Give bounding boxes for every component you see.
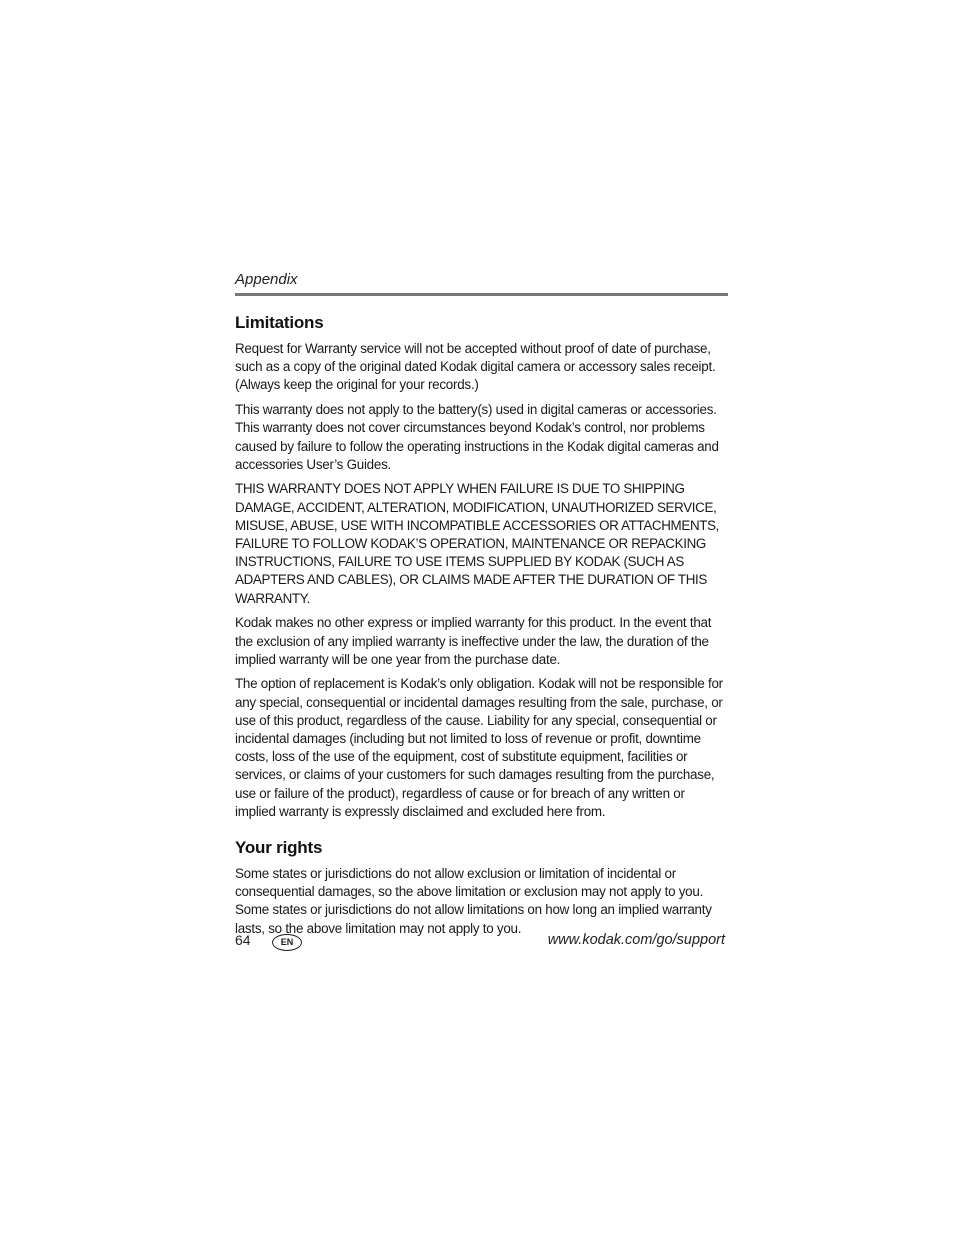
your-rights-heading: Your rights [235, 838, 323, 858]
limitations-paragraph-4: Kodak makes no other express or implied warranty for this product. In the event that the exclusion of any implied warranty is ineffective under the law, the duration of the implied warranty will be one year from the purchase date. [235, 615, 712, 667]
support-url[interactable]: www.kodak.com/go/support [547, 932, 725, 948]
header-divider [235, 293, 728, 296]
your-rights-paragraph-1: Some states or jurisdictions do not allow exclusion or limitation of incidental or consequential damages, so the above limitation or exclusion may not apply to you. Some states or jurisdictions do not allow limitations on how long an implied warranty lasts, so the above limitation may not apply to you. [235, 866, 712, 936]
limitations-paragraph-5: The option of replacement is Kodak’s only obligation. Kodak will not be responsible for any special, consequential or incidental damages resulting from the sale, purchase, or use of this product, regardless of the cause. Liability for any special, consequential or incidental damages (including but not limited to loss of revenue or profit, downtime costs, loss of the use of the equipment, cost of substitute equipment, facilities or services, or claims of your customers for such damages resulting from the purchase, use or failure of the product), regardless of cause or for breach of any written or implied warranty is expressly disclaimed and excluded here from. [235, 676, 723, 819]
language-badge-icon: EN [272, 934, 302, 951]
limitations-heading: Limitations [235, 313, 324, 332]
limitations-paragraph-2: This warranty does not apply to the battery(s) used in digital cameras or accessories. This warranty does not cover circumstances beyond Kodak’s control, nor problems caused by failure to follow the operating instructions in the Kodak digital cameras and accessories User’s Guides. [235, 402, 719, 472]
page-number: 64 [235, 932, 251, 948]
limitations-paragraph-1: Request for Warranty service will not be accepted without proof of date of purchase, such as a copy of the original dated Kodak digital camera or accessory sales receipt. (Always keep the original for your records.) [235, 341, 716, 393]
limitations-paragraph-3: THIS WARRANTY DOES NOT APPLY WHEN FAILURE IS DUE TO SHIPPING DAMAGE, ACCIDENT, ALTERATION, MODIFICATION, UNAUTHORIZED SERVICE, MISUSE, ABUSE, USE WITH INCOMPATIBLE ACCESSORIES OR ATTACHMENTS, FAILURE TO FOLLOW KODAK’S OPERATION, MAINTENANCE OR REPACKING INSTRUCTIONS, FAILURE TO USE ITEMS SUPPLIED BY KODAK (SUCH AS ADAPTERS AND CABLES), OR CLAIMS MADE AFTER THE DURATION OF THIS WARRANTY. [235, 481, 720, 606]
section-label: Appendix [235, 271, 298, 288]
page-footer [235, 930, 725, 954]
page-content [235, 268, 728, 944]
